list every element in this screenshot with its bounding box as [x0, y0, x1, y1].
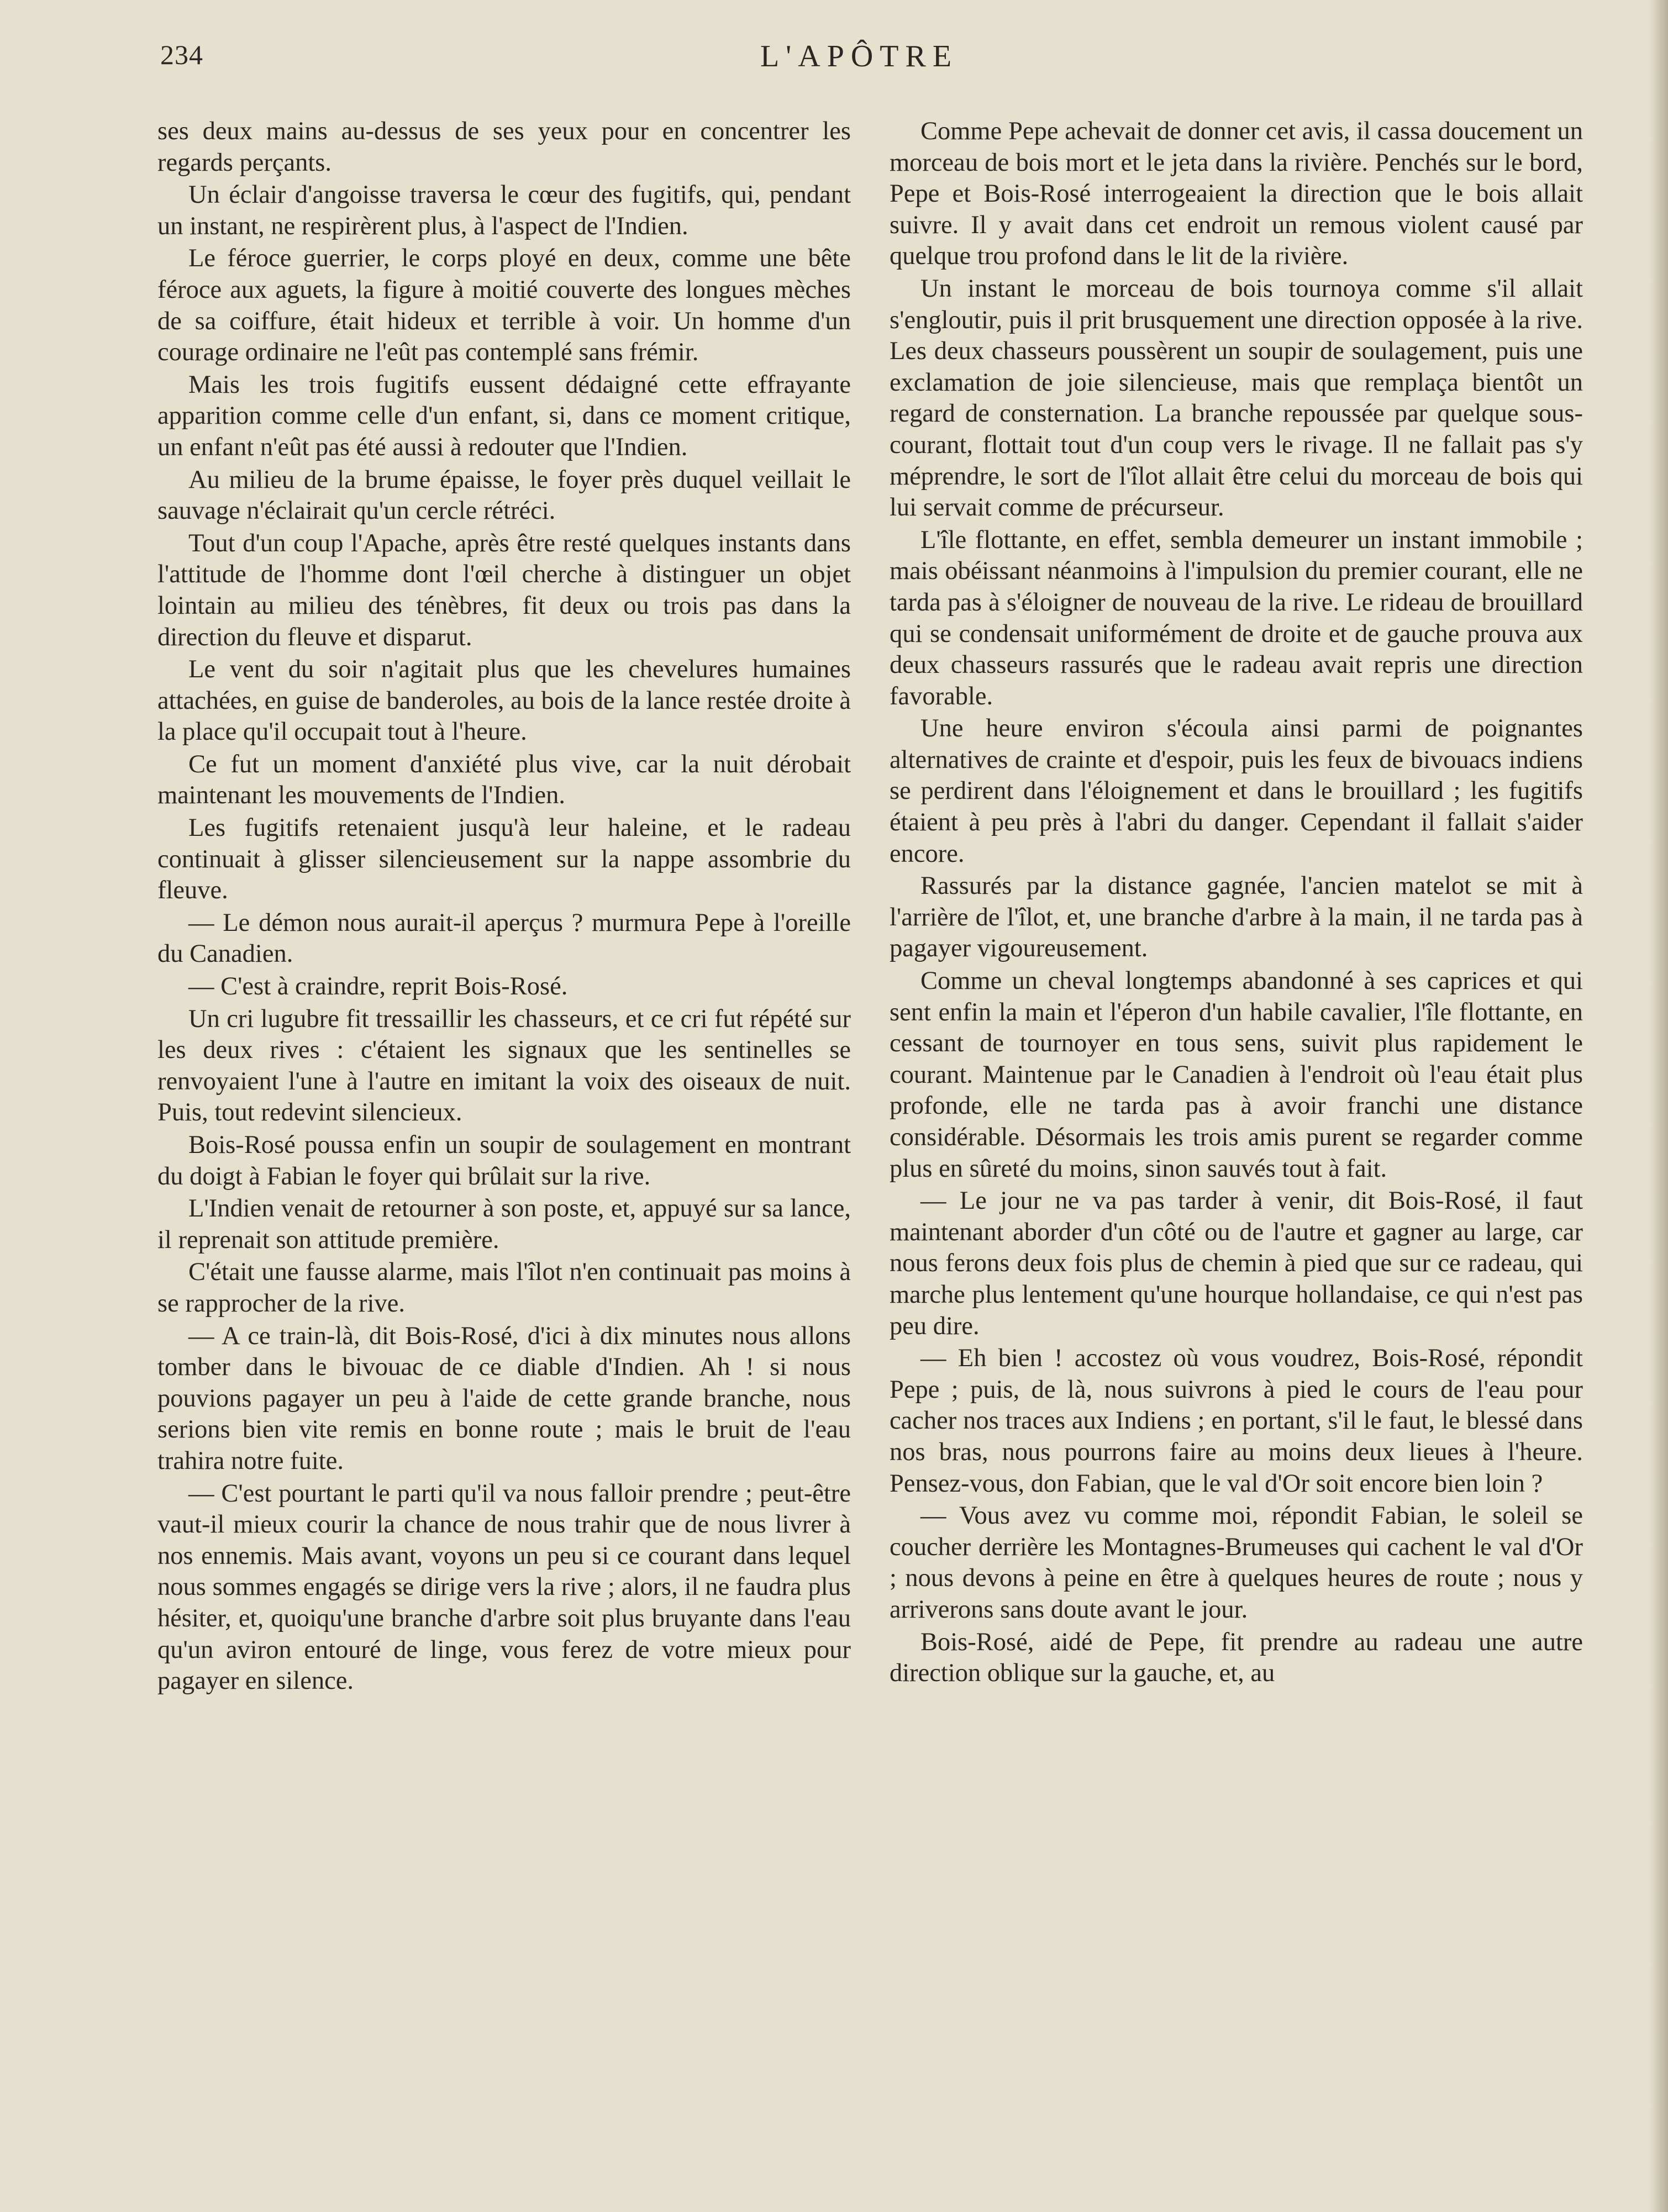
running-title: L'APÔTRE [760, 39, 959, 73]
page-header [160, 39, 1558, 77]
paragraph: Le vent du soir n'agitait plus que les chevelures humaines attachées, en guise de banderoles, au bois de la lance restée droite à la place qu'il occupait tout à l'heure. [157, 655, 851, 746]
paragraph: Bois-Rosé, aidé de Pepe, fit prendre au radeau une autre direction oblique sur la gauche, et, au [890, 1628, 1583, 1688]
paragraph: — Eh bien ! accostez où vous voudrez, Bois-Rosé, répondit Pepe ; puis, de là, nous suivrons à pied le cours de l'eau pour cacher nos traces aux Indiens ; en portant, s'il le faut, le blessé dans nos bras, nous pourrons faire au moins deux lieues à l'heure. Pensez-vous, don Fabian, que le val d'Or soit encore bien loin ? [890, 1344, 1583, 1498]
paragraph: — Vous avez vu comme moi, répondit Fabian, le soleil se coucher derrière les Montagnes-Brumeuses qui cachent le val d'Or ; nous devons à peine en être à quelques heures de route ; nous y arriverons sans doute avant le jour. [890, 1502, 1583, 1624]
paragraph: Comme un cheval longtemps abandonné à ses caprices et qui sent enfin la main et l'éperon d'un habile cavalier, l'île flottante, en cessant de tournoyer en tous sens, suivit plus rapidement le courant. Maintenue par le Canadien à l'endroit où l'eau était plus profonde, elle ne tarda pas à avoir franchi une distance considérable. Désormais les trois amis purent se regarder comme plus en sûreté du moins, sinon sauvés tout à fait. [890, 967, 1583, 1183]
paragraph: Un éclair d'angoisse traversa le cœur des fugitifs, qui, pendant un instant, ne respirèrent plus, à l'aspect de l'Indien. [157, 181, 851, 240]
paragraph: Ce fut un moment d'anxiété plus vive, car la nuit dérobait maintenant les mouvements de l'Indien. [157, 750, 851, 810]
paragraph: Un instant le morceau de bois tournoya comme s'il allait s'engloutir, puis il prit brusquement une direction opposée à la rive. Les deux chasseurs poussèrent un soupir de soulagement, puis une exclamation de joie silencieuse, mais que remplaça bientôt un regard de consternation. La branche repoussée par quelque sous-courant, flottait tout d'un coup vers le rivage. Il ne fallait pas s'y méprendre, le sort de l'îlot allait être celui du morceau de bois qui lui servait comme de précurseur. [890, 274, 1583, 522]
paragraph: ses deux mains au-dessus de ses yeux pour en concentrer les regards perçants. [157, 117, 851, 177]
right-text-column [890, 116, 1583, 1689]
paragraph: — Le démon nous aurait-il aperçus ? murmura Pepe à l'oreille du Canadien. [157, 908, 851, 968]
paragraph: Une heure environ s'écoula ainsi parmi de poignantes alternatives de crainte et d'espoir, puis les feux de bivouacs indiens se perdirent dans l'éloignement et dans le brouillard ; les fugitifs étaient à peu près à l'abri du danger. Cependant il fallait s'aider encore. [890, 714, 1583, 868]
paragraph: C'était une fausse alarme, mais l'îlot n'en continuait pas moins à se rapprocher de la rive. [157, 1258, 851, 1318]
page-number: 234 [160, 39, 203, 70]
paragraph: — C'est pourtant le parti qu'il va nous falloir prendre ; peut-être vaut-il mieux courir la chance de nous trahir que de nous livrer à nos ennemis. Mais avant, voyons un peu si ce courant dans lequel nous sommes engagés se dirige vers la rive ; alors, il ne faudra plus hésiter, et, quoiqu'une branche d'arbre soit plus bruyante dans l'eau qu'un aviron entouré de linge, vous ferez de votre mieux pour pagayer en silence. [157, 1479, 851, 1695]
paragraph: — Le jour ne va pas tarder à venir, dit Bois-Rosé, il faut maintenant aborder d'un côté ou de l'autre et gagner au large, car nous ferons deux fois plus de chemin à pied que sur ce radeau, qui marche plus lentement qu'une hourque hollandaise, ce qui n'est pas peu dire. [890, 1187, 1583, 1340]
paragraph: Le féroce guerrier, le corps ployé en deux, comme une bête féroce aux aguets, la figure à moitié couverte des longues mèches de sa coiffure, était hideux et terrible à voir. Un homme d'un courage ordinaire ne l'eût pas contemplé sans frémir. [157, 244, 851, 367]
page-edge-shadow [1649, 0, 1668, 2212]
paragraph: — C'est à craindre, reprit Bois-Rosé. [188, 972, 568, 1001]
paragraph: Un cri lugubre fit tressaillir les chasseurs, et ce cri fut répété sur les deux rives : c'étaient les signaux que les sentinelles se renvoyaient l'une à l'autre en imitant la voix des oiseaux de nuit. Puis, tout redevint silencieux. [157, 1004, 851, 1127]
paragraph: Rassurés par la distance gagnée, l'ancien matelot se mit à l'arrière de l'îlot, et, une branche d'arbre à la main, il ne tarda pas à pagayer vigoureusement. [890, 872, 1583, 963]
paragraph: Tout d'un coup l'Apache, après être resté quelques instants dans l'attitude de l'homme dont l'œil cherche à distinguer un objet lointain au milieu des ténèbres, fit deux ou trois pas dans la direction du fleuve et disparut. [157, 529, 851, 651]
paragraph: Mais les trois fugitifs eussent dédaigné cette effrayante apparition comme celle d'un enfant, si, dans ce moment critique, un enfant n'eût pas été aussi à redouter que l'Indien. [157, 370, 851, 461]
paragraph: Les fugitifs retenaient jusqu'à leur haleine, et le radeau continuait à glisser silencieusement sur la nappe assombrie du fleuve. [157, 814, 851, 905]
left-text-column [157, 116, 851, 1697]
paragraph: Au milieu de la brume épaisse, le foyer près duquel veillait le sauvage n'éclairait qu'un cercle rétréci. [157, 465, 851, 525]
paragraph: Bois-Rosé poussa enfin un soupir de soulagement en montrant du doigt à Fabian le foyer qui brûlait sur la rive. [157, 1131, 851, 1191]
paragraph: L'île flottante, en effet, sembla demeurer un instant immobile ; mais obéissant néanmoins à l'impulsion du premier courant, elle ne tarda pas à s'éloigner de nouveau de la rive. Le rideau de brouillard qui se condensait uniformément de droite et de gauche prouva aux deux chasseurs rassurés que le radeau avait repris une direction favorable. [890, 525, 1583, 710]
paragraph: Comme Pepe achevait de donner cet avis, il cassa doucement un morceau de bois mort et le jeta dans la rivière. Penchés sur le bord, Pepe et Bois-Rosé interrogeaient la direction que le bois allait suivre. Il y avait dans cet endroit un remous violent causé par quelque trou profond dans le lit de la rivière. [890, 117, 1583, 271]
paragraph: — A ce train-là, dit Bois-Rosé, d'ici à dix minutes nous allons tomber dans le bivouac de ce diable d'Indien. Ah ! si nous pouvions pagayer un peu à l'aide de cette grande branche, nous serions bien vite remis en bonne route ; mais le bruit de l'eau trahira notre fuite. [157, 1321, 851, 1475]
paragraph: L'Indien venait de retourner à son poste, et, appuyé sur sa lance, il reprenait son attitude première. [157, 1194, 851, 1254]
